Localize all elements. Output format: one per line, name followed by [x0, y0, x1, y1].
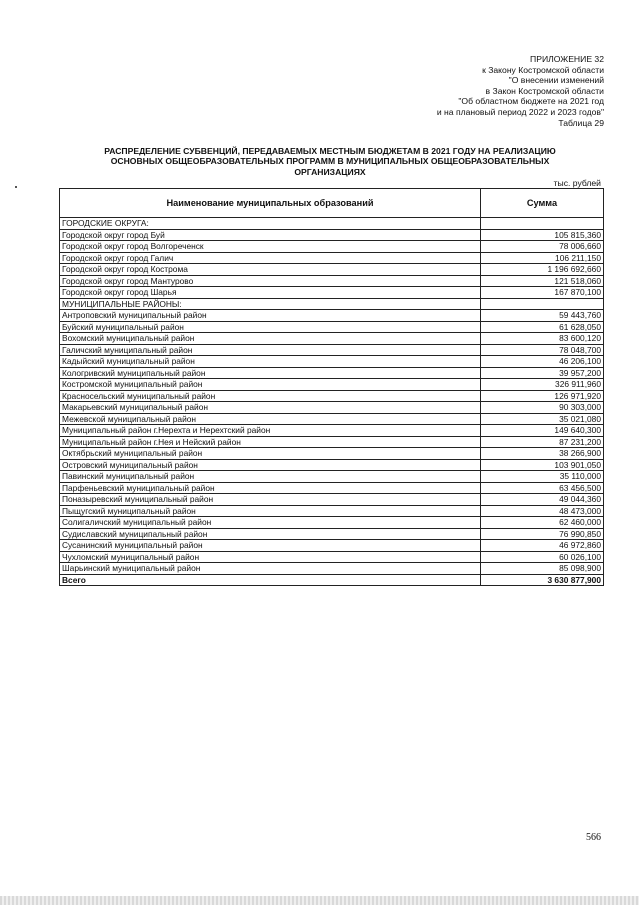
table-row [60, 218, 604, 230]
municipality-sum: 149 640,300 [481, 425, 604, 437]
municipality-name: ГОРОДСКИЕ ОКРУГА: [60, 218, 481, 230]
municipality-name: Антроповский муниципальный район [60, 310, 481, 322]
municipality-sum [481, 218, 604, 230]
total-row [60, 574, 604, 586]
municipality-name: Парфеньевский муниципальный район [60, 482, 481, 494]
appendix-line: к Закону Костромской области [482, 64, 604, 75]
header-name: Наименование муниципальных образований [60, 189, 481, 218]
table-row [60, 505, 604, 517]
municipality-sum: 326 911,960 [481, 379, 604, 391]
municipality-sum: 78 006,660 [481, 241, 604, 253]
municipality-sum: 78 048,700 [481, 344, 604, 356]
municipality-sum: 87 231,200 [481, 436, 604, 448]
municipality-name: Октябрьский муниципальный район [60, 448, 481, 460]
table-row [60, 252, 604, 264]
municipality-sum: 63 456,500 [481, 482, 604, 494]
table-row [60, 540, 604, 552]
municipality-sum: 59 443,760 [481, 310, 604, 322]
table-row [60, 356, 604, 368]
municipality-name: Красносельский муниципальный район [60, 390, 481, 402]
title-line: ОРГАНИЗАЦИЯХ [294, 166, 366, 177]
municipality-name: Городской округ город Волгореченск [60, 241, 481, 253]
municipality-name: Кологривский муниципальный район [60, 367, 481, 379]
municipality-name: Городской округ город Кострома [60, 264, 481, 276]
table-row [60, 563, 604, 575]
table-row [60, 344, 604, 356]
municipality-name: Поназыревский муниципальный район [60, 494, 481, 506]
appendix-line: в Закон Костромской области [485, 85, 604, 96]
table-row [60, 310, 604, 322]
table-row [60, 402, 604, 414]
table-row [60, 471, 604, 483]
municipality-name: Чухломский муниципальный район [60, 551, 481, 563]
municipality-name: Городской округ город Мантурово [60, 275, 481, 287]
table-row [60, 287, 604, 299]
municipality-sum: 167 870,100 [481, 287, 604, 299]
municipality-name: Межевской муниципальный район [60, 413, 481, 425]
table-row [60, 367, 604, 379]
table-row [60, 494, 604, 506]
municipality-sum [481, 298, 604, 310]
total-label: Всего [60, 574, 481, 586]
scan-speck [15, 186, 17, 188]
municipality-name: Сусанинский муниципальный район [60, 540, 481, 552]
table-row [60, 275, 604, 287]
table-row [60, 333, 604, 345]
municipality-sum: 61 628,050 [481, 321, 604, 333]
municipality-sum: 105 815,360 [481, 229, 604, 241]
municipality-name: Муниципальный район г.Нея и Нейский район [60, 436, 481, 448]
table-row [60, 413, 604, 425]
table-row [60, 241, 604, 253]
appendix-block [284, 54, 604, 128]
appendix-line: "О внесении изменений [508, 75, 604, 86]
table-row [60, 229, 604, 241]
municipality-sum: 48 473,000 [481, 505, 604, 517]
municipality-name: МУНИЦИПАЛЬНЫЕ РАЙОНЫ: [60, 298, 481, 310]
municipality-name: Павинский муниципальный район [60, 471, 481, 483]
table-row [60, 459, 604, 471]
municipality-name: Кадыйский муниципальный район [60, 356, 481, 368]
municipality-name: Буйский муниципальный район [60, 321, 481, 333]
municipality-name: Костромской муниципальный район [60, 379, 481, 391]
municipality-sum: 49 044,360 [481, 494, 604, 506]
municipality-name: Макарьевский муниципальный район [60, 402, 481, 414]
total-sum: 3 630 877,900 [481, 574, 604, 586]
municipality-name: Пыщугский муниципальный район [60, 505, 481, 517]
table-header-row [60, 189, 604, 218]
municipality-name: Муниципальный район г.Нерехта и Нерехтский район [60, 425, 481, 437]
municipality-name: Городской округ город Галич [60, 252, 481, 264]
municipality-sum: 60 026,100 [481, 551, 604, 563]
municipality-sum: 83 600,120 [481, 333, 604, 345]
table-row [60, 551, 604, 563]
table-number: Таблица 29 [558, 117, 604, 128]
municipality-sum: 38 266,900 [481, 448, 604, 460]
header-sum: Сумма [481, 189, 604, 218]
table-row [60, 298, 604, 310]
municipality-sum: 103 901,050 [481, 459, 604, 471]
municipality-name: Городской округ город Шарья [60, 287, 481, 299]
municipality-sum: 121 518,060 [481, 275, 604, 287]
municipality-sum: 62 460,000 [481, 517, 604, 529]
municipality-sum: 90 303,000 [481, 402, 604, 414]
title-line: РАСПРЕДЕЛЕНИЕ СУБВЕНЦИЙ, ПЕРЕДАВАЕМЫХ МЕСТНЫМ БЮДЖЕТАМ В 2021 ГОДУ НА РЕАЛИЗАЦИЮ [104, 146, 556, 156]
appendix-line: ПРИЛОЖЕНИЕ 32 [530, 54, 604, 64]
municipality-sum: 46 972,860 [481, 540, 604, 552]
table-row [60, 264, 604, 276]
page-number: 566 [586, 832, 601, 843]
municipality-name: Судиславский муниципальный район [60, 528, 481, 540]
appendix-line: и на плановый период 2022 и 2023 годов" [436, 106, 604, 117]
scan-bottom-edge [0, 896, 639, 905]
table-row [60, 448, 604, 460]
table-row [60, 425, 604, 437]
table-row [60, 390, 604, 402]
table-body [60, 218, 604, 586]
municipality-name: Солигаличский муниципальный район [60, 517, 481, 529]
municipality-name: Вохомский муниципальный район [60, 333, 481, 345]
municipality-sum: 46 206,100 [481, 356, 604, 368]
table-row [60, 528, 604, 540]
municipality-sum: 35 110,000 [481, 471, 604, 483]
municipality-name: Шарьинский муниципальный район [60, 563, 481, 575]
table-row [60, 321, 604, 333]
municipality-sum: 35 021,080 [481, 413, 604, 425]
table-row [60, 436, 604, 448]
municipality-name: Островский муниципальный район [60, 459, 481, 471]
unit-label: тыс. рублей [553, 178, 601, 188]
table-row [60, 379, 604, 391]
municipality-sum: 85 098,900 [481, 563, 604, 575]
municipality-sum: 76 990,850 [481, 528, 604, 540]
table-row [60, 517, 604, 529]
municipality-name: Городской округ город Буй [60, 229, 481, 241]
municipality-sum: 106 211,150 [481, 252, 604, 264]
appendix-line: "Об областном бюджете на 2021 год [458, 96, 604, 107]
municipality-sum: 39 957,200 [481, 367, 604, 379]
title-line: ОСНОВНЫХ ОБЩЕОБРАЗОВАТЕЛЬНЫХ ПРОГРАММ В МУНИЦИПАЛЬНЫХ ОБЩЕОБРАЗОВАТЕЛЬНЫХ [110, 156, 550, 167]
subventions-table [59, 188, 604, 586]
table-row [60, 482, 604, 494]
document-title [60, 146, 600, 177]
municipality-sum: 126 971,920 [481, 390, 604, 402]
municipality-sum: 1 196 692,660 [481, 264, 604, 276]
municipality-name: Галичский муниципальный район [60, 344, 481, 356]
